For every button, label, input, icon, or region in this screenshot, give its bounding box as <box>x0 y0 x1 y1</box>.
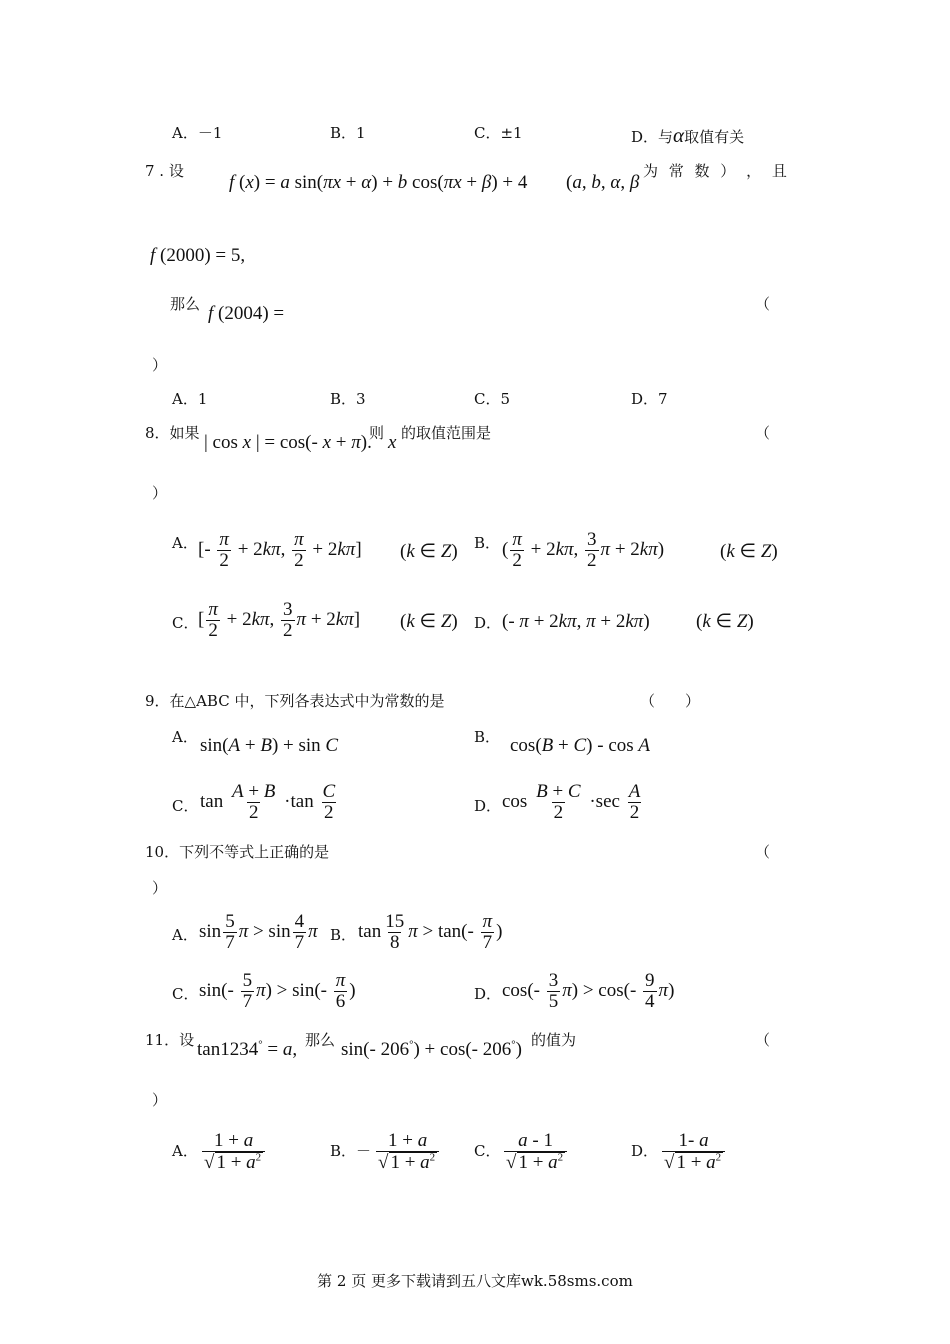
q8-b-kz: (k ∈ Z) <box>720 541 778 562</box>
q11-option-d: $\frac{1- a}{√ 1 + a^2}$ <box>660 1131 727 1173</box>
q11-option-c: $\frac{a - 1}{√ 1 + a^2}$ <box>502 1131 569 1173</box>
q9-option-a: sin(A + B) + sin C <box>200 735 339 756</box>
q11-a-label: A． <box>172 1142 198 1160</box>
q6-option-a: A．－1 <box>172 124 223 142</box>
q11-paren-close: ） <box>152 1091 168 1109</box>
q7-paren-open: （ <box>755 295 771 313</box>
q11-b-label: B．－ <box>330 1142 372 1160</box>
q10-c-label: C． <box>172 985 199 1003</box>
q8-c-kz: (k ∈ Z) <box>400 611 458 632</box>
q8-prefix: 8．如果 <box>145 424 200 442</box>
q8-c-label: C． <box>172 614 199 632</box>
q6-option-d: D．与α取值有关 <box>631 123 745 147</box>
q8-option-c: [ $\frac{\pi}{2}$ + 2kπ, $\frac{3}{2}$ π + 2kπ] <box>198 599 361 641</box>
q10-paren-open: （ <box>755 843 771 861</box>
q8-a-kz: (k ∈ Z) <box>400 541 458 562</box>
q8-paren-close: ） <box>152 484 168 502</box>
q9-d-label: D． <box>474 797 502 815</box>
q10-paren-close: ） <box>152 879 168 897</box>
q8-option-b: ( $\frac{\pi}{2}$ + 2kπ, $\frac{3}{2}$ π + 2kπ) <box>502 529 665 571</box>
q7-function: f (x) = a sin(πx + α) + b cos(πx + β) + 4 <box>229 172 528 193</box>
q9-b-label: B． <box>474 728 501 746</box>
q8-option-d: (- π + 2kπ, π + 2kπ) <box>502 611 650 632</box>
q8-suffix: 的取值范围是 <box>401 424 492 442</box>
q10-stem: 10．下列不等式上正确的是 <box>145 843 330 861</box>
q8-d-kz: (k ∈ Z) <box>696 611 754 632</box>
q9-stem: 9．在△ABC 中，下列各表达式中为常数的是 <box>145 692 445 710</box>
q10-option-d: cos(- $\frac{3}{5}$ π) > cos(- $\frac{9}{4}$ π) <box>502 970 675 1012</box>
q8-option-a: [- $\frac{\pi}{2}$ + 2kπ, $\frac{\pi}{2}$ + 2kπ] <box>198 529 362 571</box>
q8-a-label: A． <box>172 534 198 552</box>
q7-given: f (2000) = 5, <box>150 245 246 266</box>
q11-expr: sin(- 206°) + cos(- 206°) <box>341 1038 522 1060</box>
q11-option-b: $\frac{1 + a}{√ 1 + a^2}$ <box>374 1131 441 1173</box>
q11-suffix: 的值为 <box>531 1031 577 1049</box>
q8-paren-open: （ <box>755 424 771 442</box>
q9-option-b: cos(B + C) - cos A <box>510 735 651 756</box>
q7-params: (a, b, α, β <box>566 172 640 193</box>
q7-option-a: A．1 <box>172 390 208 408</box>
q7-ask-prefix: 那么 <box>170 295 201 313</box>
q11-option-a: $\frac{1 + a}{√ 1 + a^2}$ <box>200 1131 267 1173</box>
q8-d-label: D． <box>474 614 502 632</box>
q9-c-label: C． <box>172 797 199 815</box>
q11-paren-open: （ <box>755 1031 771 1049</box>
q7-ask: f (2004) = <box>208 303 285 324</box>
q10-d-label: D． <box>474 985 502 1003</box>
q7-paren-close: ） <box>152 356 168 374</box>
q11-mid: 那么 <box>305 1031 336 1049</box>
q6-option-c: C．±1 <box>474 124 523 142</box>
q8-var: x <box>388 432 397 453</box>
q6-option-b: B．1 <box>330 124 366 142</box>
q10-option-c: sin(- $\frac{5}{7}$ π) > sin(- $\frac{\pi}{6}$ ) <box>199 970 356 1012</box>
q10-b-label: B． <box>330 926 357 944</box>
q7-option-c: C．5 <box>474 390 511 408</box>
q10-option-a: sin $\frac{5}{7}$ π > sin $\frac{4}{7}$ π <box>199 911 318 953</box>
q9-option-d: cos $\frac{B + C}{2}$ ·sec $\frac{A}{2}$ <box>502 781 641 823</box>
q7-number: 7 . 设 <box>145 162 184 180</box>
q11-d-label: D． <box>631 1142 659 1160</box>
q7-option-d: D．7 <box>631 390 668 408</box>
q8-mid: 则 <box>369 424 385 442</box>
q10-a-label: A． <box>172 926 198 944</box>
q9-paren: （ ） <box>640 692 701 710</box>
q11-given: tan1234° = a, <box>197 1038 298 1060</box>
q10-option-b: tan $\frac{15}{8}$ π > tan(- $\frac{\pi}{7}$ ) <box>358 911 503 953</box>
q8-b-label: B． <box>474 534 501 552</box>
page-footer: 第 2 页 更多下载请到五八文库wk.58sms.com <box>317 1272 633 1290</box>
q8-condition: | cos x | = cos(- x + π). <box>204 432 372 453</box>
q9-option-c: tan $\frac{A + B}{2}$ ·tan $\frac{C}{2}$ <box>200 781 336 823</box>
q7-option-b: B．3 <box>330 390 366 408</box>
q11-prefix: 11．设 <box>145 1031 195 1049</box>
q11-c-label: C． <box>474 1142 501 1160</box>
q9-a-label: A． <box>172 728 198 746</box>
q7-params-suffix: 为 常 数 ） ， 且 <box>643 162 787 180</box>
